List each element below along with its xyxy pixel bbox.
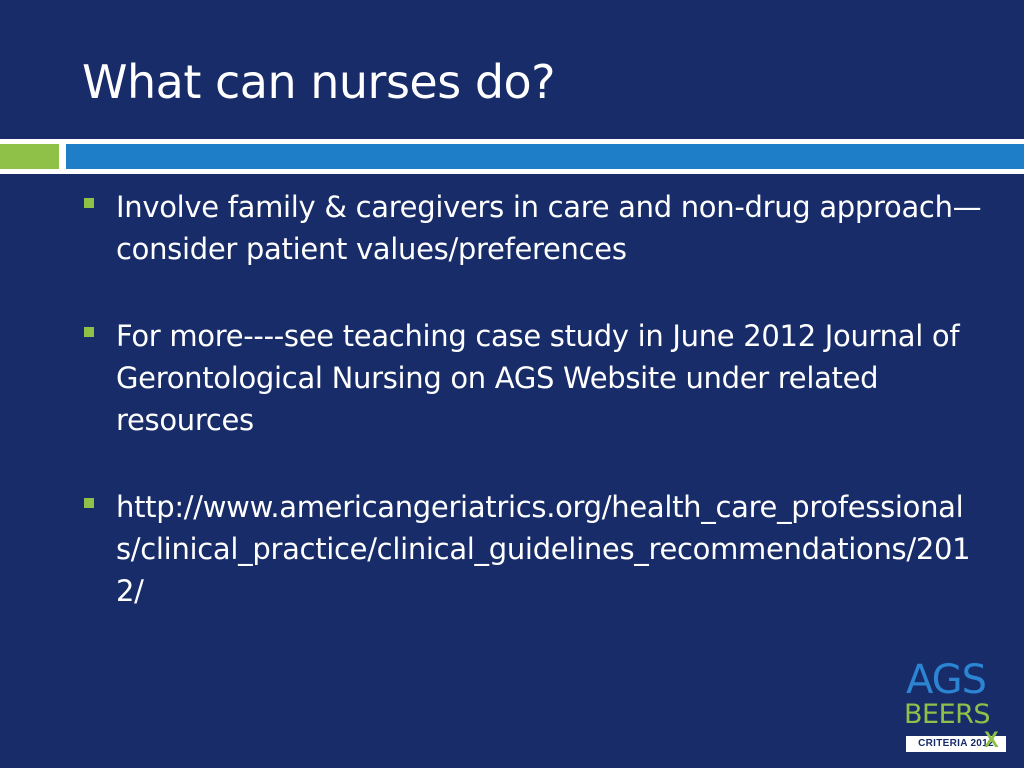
slide-title: What can nurses do? [82,55,556,109]
ags-beers-logo [900,658,1012,754]
divider-green-block [0,144,59,169]
bullet-item [82,315,982,441]
resource-url: http://www.americangeriatrics.org/health_care_professionals/clinical_practice/clinical_guidelines_recommendations/2012/ [116,490,971,608]
divider-blue-bar [66,144,1024,169]
bullet-list [82,186,982,612]
square-bullet-icon [84,498,94,508]
logo-x-mark: X [984,727,999,752]
logo-ags-text: AGS [906,657,987,703]
bullet-item [82,186,982,270]
bullet-item [82,486,982,612]
bullet-text: Involve family & caregivers in care and non-drug approach—consider patient values/preferences [116,190,982,266]
logo-beers-text: BEERS [904,699,991,730]
logo-criteria-text: CRITERIA 2012 [906,736,1006,752]
square-bullet-icon [84,327,94,337]
bullet-text: For more----see teaching case study in June 2012 Journal of Gerontological Nursing on AGS Website under related resources [116,319,960,437]
square-bullet-icon [84,198,94,208]
